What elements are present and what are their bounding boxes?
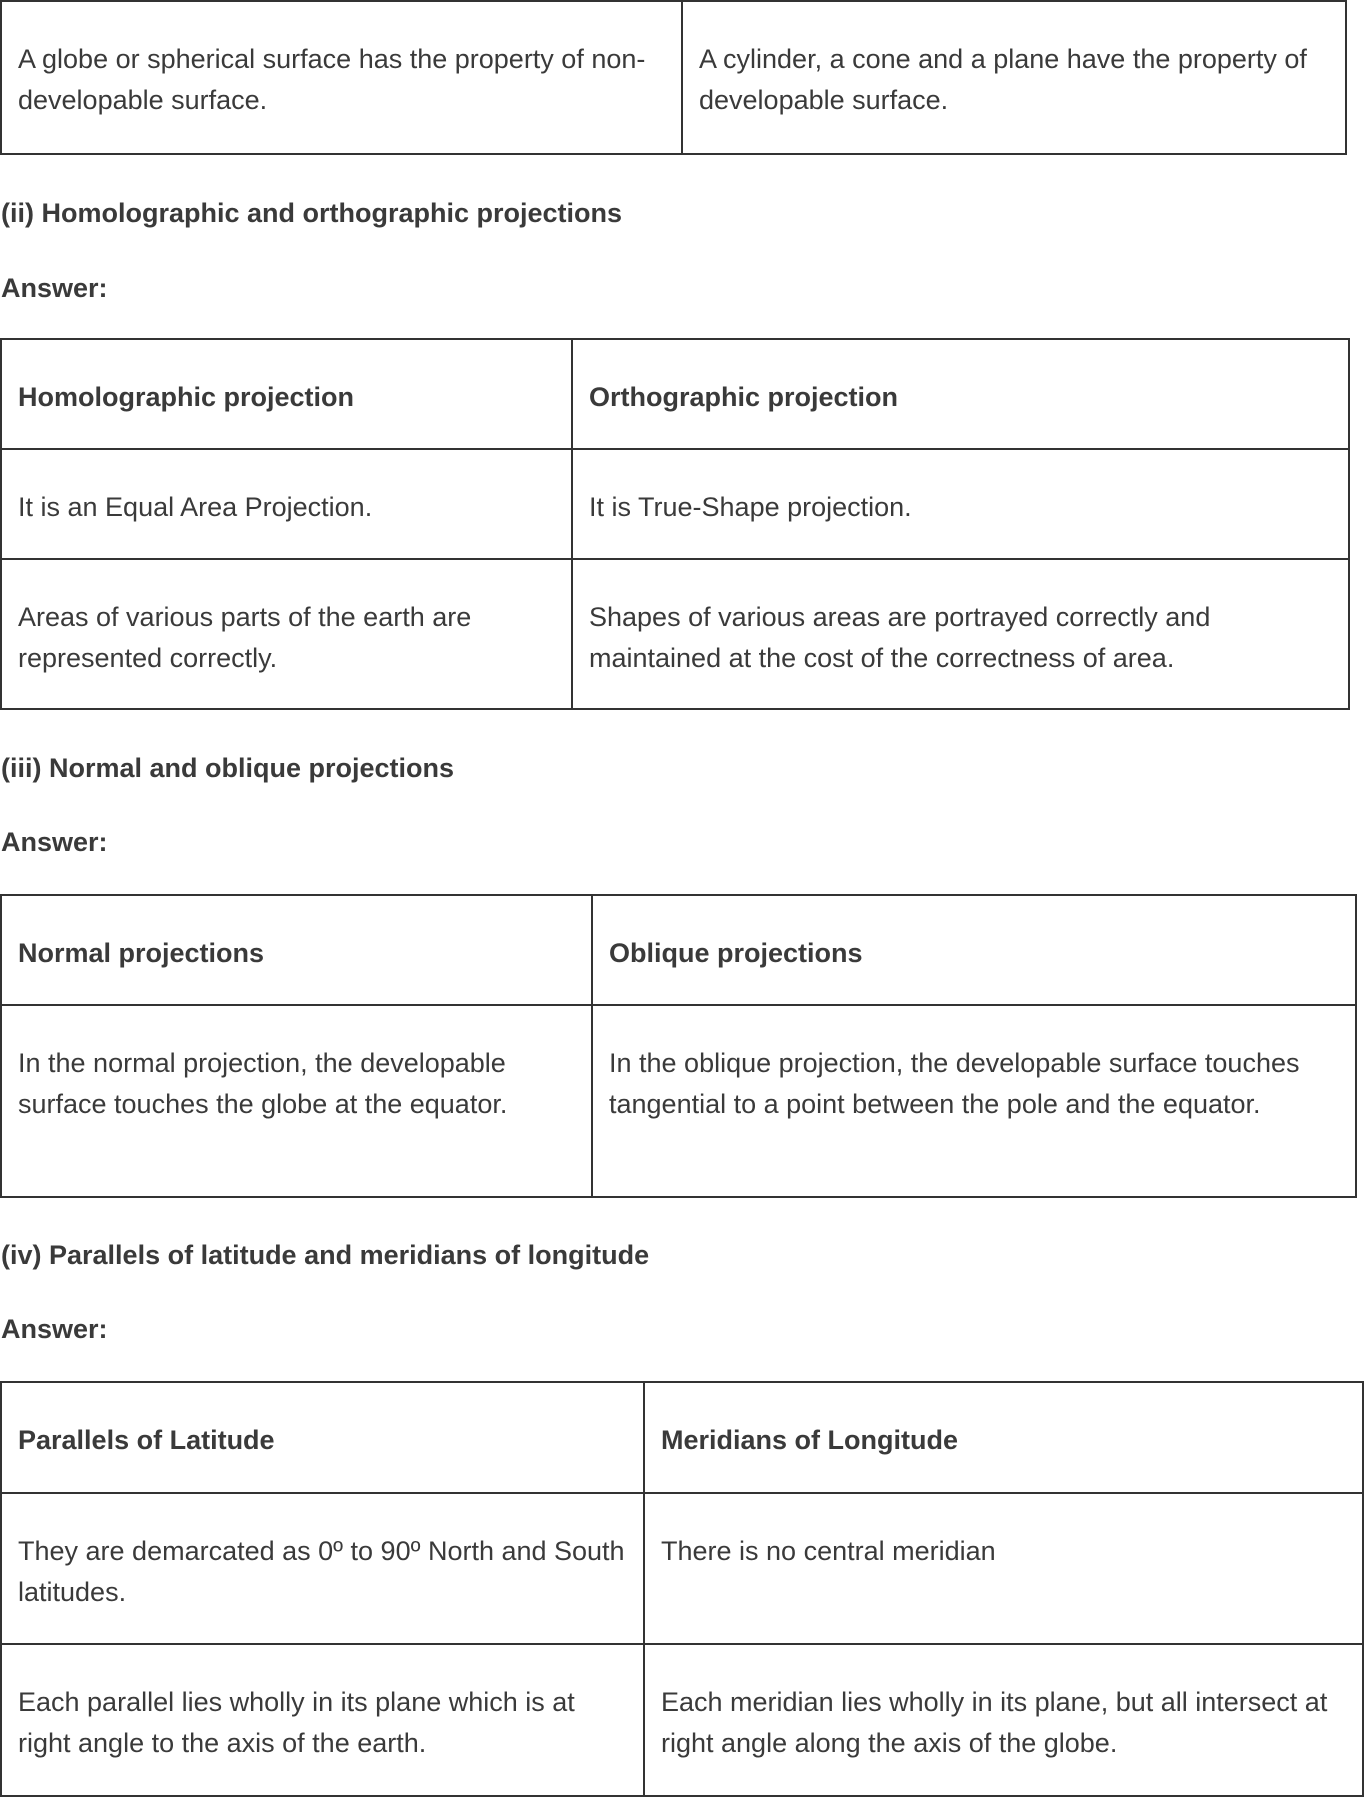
table-cell: Areas of various parts of the earth are represented correctly. [1,559,572,709]
table-cell: Each meridian lies wholly in its plane, but all intersect at right angle along the axis of the globe. [644,1644,1363,1796]
table-cell: In the oblique projection, the developable surface touches tangential to a point between the pole and the equator. [592,1005,1356,1197]
table-row [1,1644,1363,1796]
table-row [1,1,1346,154]
table-header-row [1,339,1349,449]
table-cell: Shapes of various areas are portrayed correctly and maintained at the cost of the correctness of area. [572,559,1349,709]
comparison-table [0,338,1350,710]
table-header-cell: Oblique projections [592,895,1356,1005]
table-header-cell: Meridians of Longitude [644,1382,1363,1493]
table-header-cell: Parallels of Latitude [1,1382,644,1493]
comparison-table [0,0,1347,155]
answer-label: Answer: [1,827,108,857]
answer-label: Answer: [1,273,108,303]
table-cell: They are demarcated as 0º to 90º North and South latitudes. [1,1493,644,1644]
question-heading: (iii) Normal and oblique projections [1,753,455,783]
comparison-table [0,894,1357,1198]
table-cell: It is an Equal Area Projection. [1,449,572,559]
table-header-cell: Homolographic projection [1,339,572,449]
table-cell: It is True-Shape projection. [572,449,1349,559]
question-heading: (iv) Parallels of latitude and meridians of longitude [1,1240,650,1270]
table-row [1,449,1349,559]
table-header-row [1,895,1356,1005]
answer-label: Answer: [1,1314,108,1344]
table-cell: There is no central meridian [644,1493,1363,1644]
table-cell: A globe or spherical surface has the property of non- developable surface. [1,1,682,154]
table-header-cell: Orthographic projection [572,339,1349,449]
comparison-table [0,1381,1364,1797]
table-row [1,559,1349,709]
table-header-row [1,1382,1363,1493]
table-header-cell: Normal projections [1,895,592,1005]
table-row [1,1005,1356,1197]
table-cell: In the normal projection, the developable surface touches the globe at the equator. [1,1005,592,1197]
table-row [1,1493,1363,1644]
question-heading: (ii) Homolographic and orthographic projections [1,198,623,228]
table-cell: A cylinder, a cone and a plane have the property of developable surface. [682,1,1346,154]
table-cell: Each parallel lies wholly in its plane which is at right angle to the axis of the earth. [1,1644,644,1796]
